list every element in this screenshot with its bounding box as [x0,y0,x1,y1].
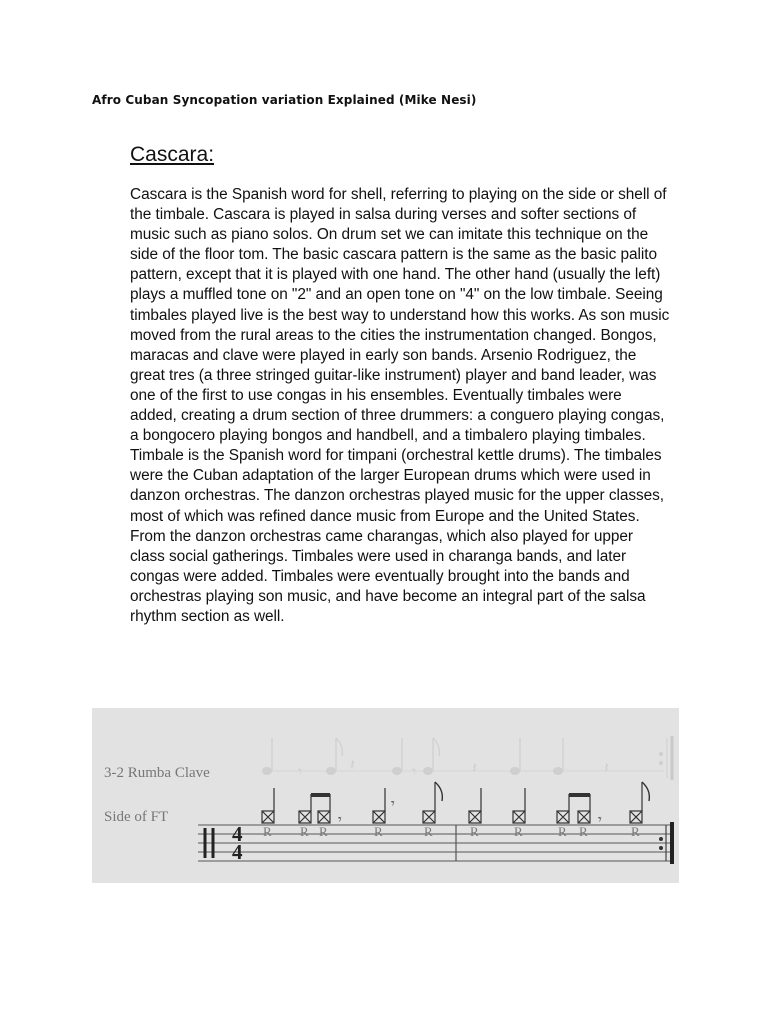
clave-label: 3-2 Rumba Clave [104,765,210,781]
svg-text:𝄽: 𝄽 [350,757,355,774]
svg-text:𝄽: 𝄽 [604,760,609,777]
sticking-label: R [514,824,523,839]
svg-text:𝄾: 𝄾 [338,811,342,827]
svg-text:𝄾: 𝄾 [598,811,602,827]
clave-rhythm [262,738,609,781]
time-signature-top: 4 [232,822,243,846]
clave-repeat-mark [659,736,672,780]
section-heading: Cascara: [130,143,215,166]
sticking-label: R [631,824,640,839]
svg-text:𝄾: 𝄾 [391,795,395,811]
drum-notation-figure [92,708,679,883]
part-label: Side of FT [104,809,169,825]
svg-text:𝄾: 𝄾 [412,764,417,781]
sticking-label: R [263,824,272,839]
body-paragraph: Cascara is the Spanish word for shell, referring to playing on the side or shell of the timbale. Cascara is played in salsa during verses and softer sections of music such as piano solos. On drum set we can imitate this technique on the side of the floor tom. The basic cascara pattern is the same as the basic palito pattern, except that it is played with one hand. The other hand (usually the left) plays a muffled tone on "2" and an open tone on "4" on the low timbale. Seeing timbales played live is the best way to understand how this works. As son music moved from the rural areas to the cities the instrumentation changed. Bongos, maracas and clave were played in early son bands. Arsenio Rodriguez, the great tres (a three stringed guitar-like instrument) player and band leader, was one of the first to use congas in his ensembles. Eventually timbales were added, creating a drum section of three drummers: a conguero playing congas, a bongocero playing bongos and handbell, and a timbalero playing timbales. Timbale is the Spanish word for timpani (orchestral kettle drums). The timbales were the Cuban adaptation of the larger European drums which were used in danzon orchestras. The danzon orchestras played music for the upper classes, most of which was refined dance music from Europe and the United States. From the danzon orchestras came charangas, which also played for upper class social gatherings. Timbales were used in charanga bands, and later congas were added. Timbales were eventually brought into the bands and orchestras playing son music, and have become an integral part of the salsa rhythm section as well. [130,186,670,625]
sticking-label: R [319,824,328,839]
sticking-labels [263,824,640,839]
sticking-label: R [374,824,383,839]
sticking-label: R [558,824,567,839]
sticking-label: R [579,824,588,839]
sticking-label: R [424,824,433,839]
time-signature-bottom: 4 [232,840,243,864]
cascara-pattern [262,782,649,827]
svg-text:𝄾: 𝄾 [298,764,303,781]
svg-text:𝄽: 𝄽 [472,760,477,777]
sticking-label: R [300,824,309,839]
sticking-label: R [470,824,479,839]
document-title: Afro Cuban Syncopation variation Explained (Mike Nesi) [92,93,477,107]
